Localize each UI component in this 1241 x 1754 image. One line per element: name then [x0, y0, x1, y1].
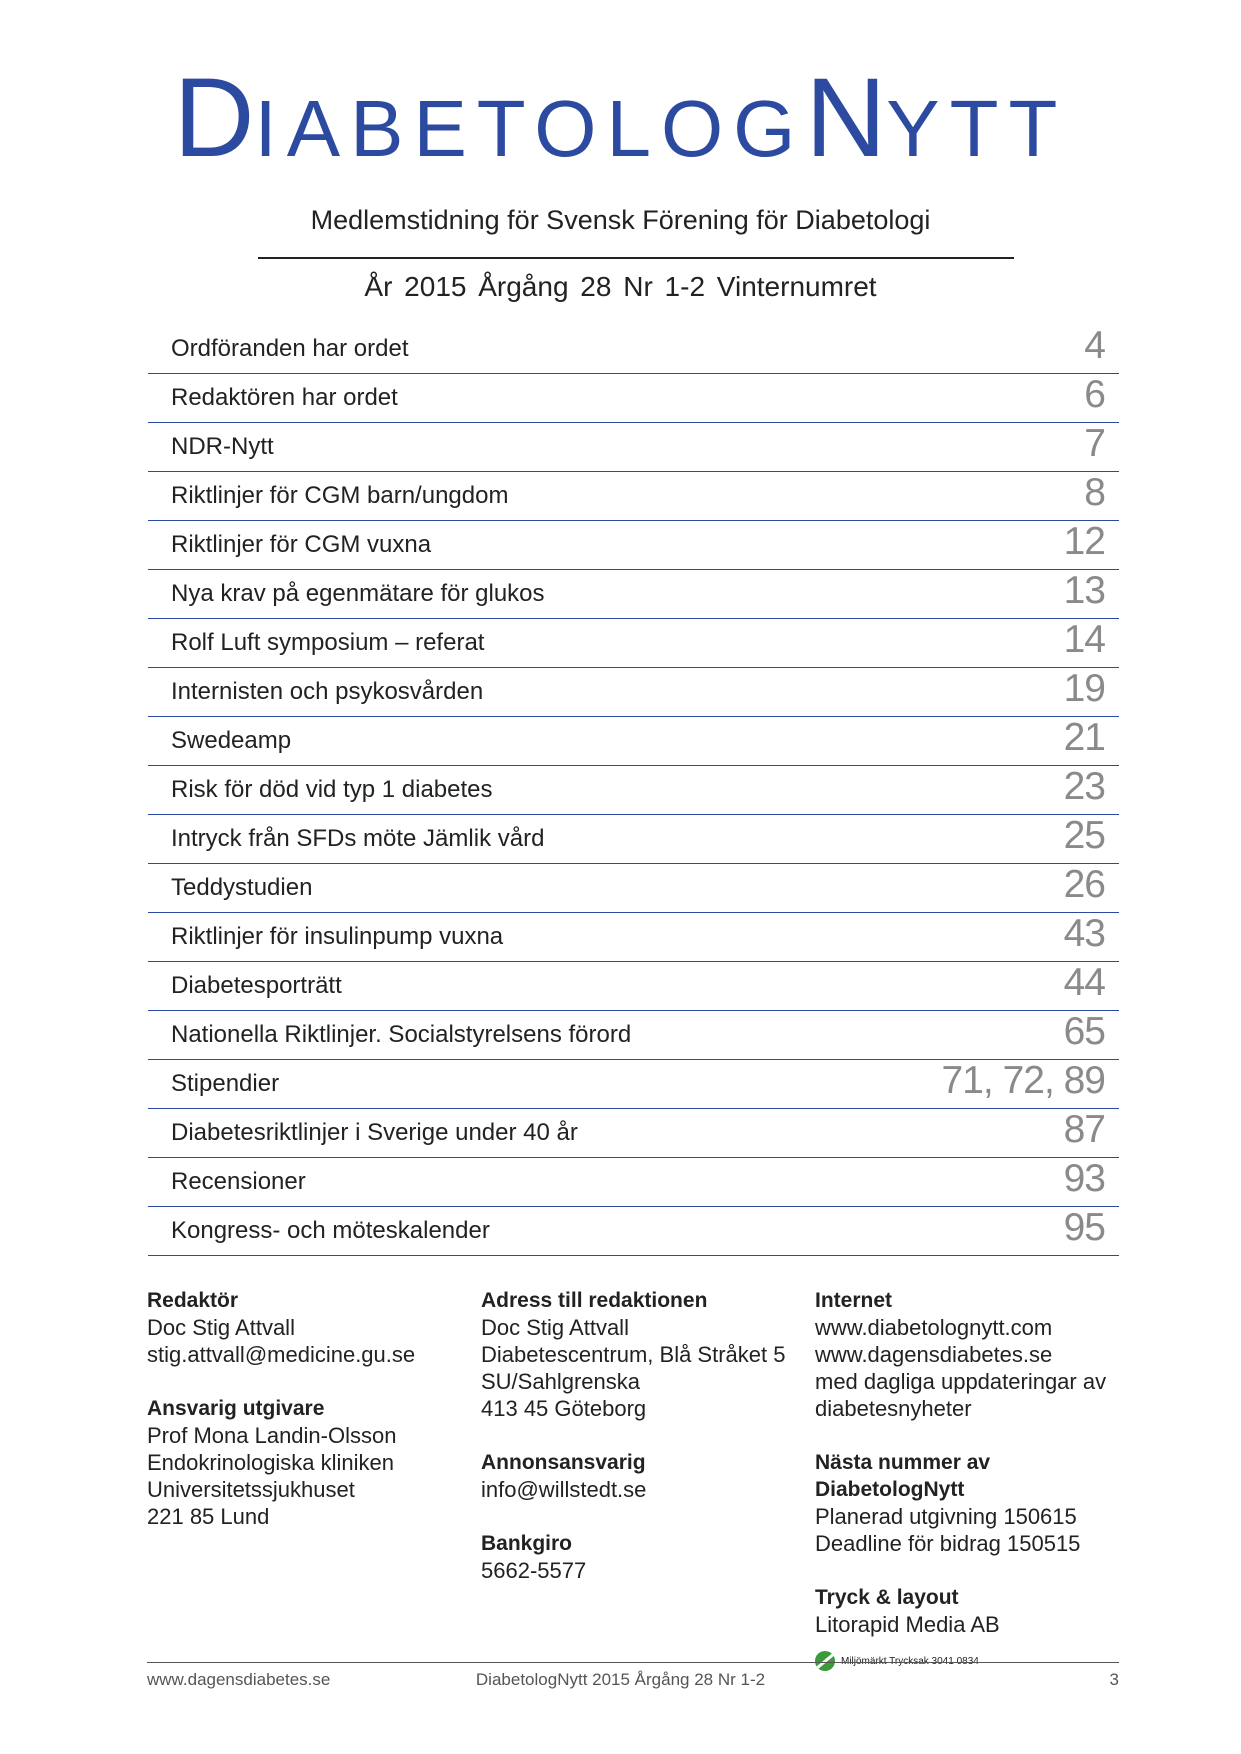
info-line: Diabetescentrum, Blå Stråket 5: [481, 1342, 786, 1367]
toc-row: [148, 717, 1119, 766]
toc-title: Ordföranden har ordet: [171, 335, 409, 362]
info-heading: Tryck & layout: [815, 1586, 959, 1609]
toc-title: Swedeamp: [171, 727, 292, 754]
toc-row: [148, 864, 1119, 913]
toc-row: [148, 325, 1119, 374]
masthead-title: [0, 55, 1241, 180]
info-line: www.dagensdiabetes.se: [815, 1342, 1053, 1367]
info-column-internet: [815, 1287, 1125, 1671]
toc-row: [148, 1109, 1119, 1158]
toc-row: [148, 1207, 1119, 1256]
masthead-part-ytt: YTT: [886, 84, 1068, 173]
toc-row: [148, 766, 1119, 815]
toc-title: Intryck från SFDs möte Jämlik vård: [171, 825, 545, 852]
toc-title: Rolf Luft symposium – referat: [171, 629, 485, 656]
toc-title: NDR-Nytt: [171, 433, 274, 460]
toc-page-number: 14: [1063, 618, 1105, 661]
toc-row: [148, 1158, 1119, 1207]
info-block: [815, 1584, 1125, 1638]
footer-divider: [147, 1662, 1119, 1663]
info-column-address: [481, 1287, 801, 1611]
info-heading: Ansvarig utgivare: [147, 1397, 325, 1420]
info-line: 413 45 Göteborg: [481, 1396, 647, 1421]
toc-row: [148, 570, 1119, 619]
header-divider: [258, 257, 1014, 259]
info-line: Planerad utgivning 150615: [815, 1504, 1077, 1529]
info-line: Endokrinologiska kliniken: [147, 1450, 395, 1475]
toc-row: [148, 521, 1119, 570]
toc-row: [148, 962, 1119, 1011]
toc-row: [148, 1011, 1119, 1060]
info-block: [481, 1287, 801, 1422]
info-heading: Nästa nummer av DiabetologNytt: [815, 1451, 991, 1501]
info-line: diabetesnyheter: [815, 1396, 972, 1421]
ecolabel: [815, 1651, 1125, 1671]
ecolabel-text: Miljömärkt Trycksak 3041 0834: [841, 1655, 979, 1667]
info-column-editor: [147, 1287, 467, 1557]
info-heading: Bankgiro: [481, 1532, 573, 1555]
toc-title: Stipendier: [171, 1070, 280, 1097]
info-line: Doc Stig Attvall: [147, 1315, 295, 1340]
table-of-contents: [148, 325, 1119, 1256]
toc-title: Nya krav på egenmätare för glukos: [171, 580, 545, 607]
toc-page-number: 4: [1084, 324, 1105, 367]
toc-page-number: 21: [1063, 716, 1105, 759]
toc-page-number: 25: [1063, 814, 1105, 857]
toc-page-number: 95: [1063, 1206, 1105, 1249]
toc-row: [148, 423, 1119, 472]
info-line: stig.attvall@medicine.gu.se: [147, 1342, 416, 1367]
toc-page-number: 19: [1063, 667, 1105, 710]
toc-page-number: 13: [1063, 569, 1105, 612]
toc-page-number: 44: [1063, 961, 1105, 1004]
toc-page-number: 26: [1063, 863, 1105, 906]
footer-page-number: 3: [1109, 1670, 1119, 1689]
info-heading: Annonsansvarig: [481, 1451, 646, 1474]
toc-title: Riktlinjer för CGM vuxna: [171, 531, 432, 558]
toc-row: [148, 815, 1119, 864]
toc-title: Internisten och psykosvården: [171, 678, 484, 705]
toc-page-number: 23: [1063, 765, 1105, 808]
info-line: info@willstedt.se: [481, 1477, 647, 1502]
toc-title: Teddystudien: [171, 874, 313, 901]
toc-title: Recensioner: [171, 1168, 306, 1195]
info-line: Deadline för bidrag 150515: [815, 1531, 1081, 1556]
toc-row: [148, 619, 1119, 668]
toc-title: Riktlinjer för CGM barn/ungdom: [171, 482, 509, 509]
info-block: [815, 1449, 1125, 1557]
toc-title: Redaktören har ordet: [171, 384, 398, 411]
info-line: Universitetssjukhuset: [147, 1477, 355, 1502]
toc-title: Kongress- och möteskalender: [171, 1217, 490, 1244]
toc-page-number: 8: [1084, 471, 1105, 514]
toc-row: [148, 472, 1119, 521]
info-line: Doc Stig Attvall: [481, 1315, 629, 1340]
info-line: 221 85 Lund: [147, 1504, 270, 1529]
info-line: med dagliga uppdateringar av: [815, 1369, 1107, 1394]
toc-row: [148, 913, 1119, 962]
info-line: Litorapid Media AB: [815, 1612, 1000, 1637]
toc-row: [148, 1060, 1119, 1109]
footer-issue-info: DiabetologNytt 2015 Årgång 28 Nr 1-2: [475, 1670, 766, 1689]
toc-page-number: 87: [1063, 1108, 1105, 1151]
toc-page-number: 65: [1063, 1010, 1105, 1053]
masthead-part-iabetolog: IABETOLOG: [254, 84, 806, 173]
toc-title: Diabetesporträtt: [171, 972, 342, 999]
toc-title: Nationella Riktlinjer. Socialstyrelsens förord: [171, 1021, 632, 1048]
footer-website: www.dagensdiabetes.se: [147, 1670, 331, 1689]
toc-title: Diabetesriktlinjer i Sverige under 40 år: [171, 1119, 578, 1146]
toc-page-number: 6: [1084, 373, 1105, 416]
swan-ecolabel-icon: [815, 1651, 835, 1671]
toc-page-number: 43: [1063, 912, 1105, 955]
masthead-initial-n: N: [805, 55, 887, 180]
toc-page-number: 71, 72, 89: [941, 1059, 1105, 1102]
info-block: [147, 1395, 467, 1530]
toc-row: [148, 374, 1119, 423]
info-block: [481, 1449, 801, 1503]
info-line: 5662-5577: [481, 1558, 587, 1583]
info-line: www.diabetolognytt.com: [815, 1315, 1053, 1340]
info-heading: Internet: [815, 1289, 893, 1312]
info-line: SU/Sahlgrenska: [481, 1369, 640, 1394]
toc-row: [148, 668, 1119, 717]
info-block: [481, 1530, 801, 1584]
info-block: [147, 1287, 467, 1368]
info-heading: Redaktör: [147, 1289, 239, 1312]
info-line: Prof Mona Landin-Olsson: [147, 1423, 397, 1448]
info-heading: Adress till redaktionen: [481, 1289, 708, 1312]
issue-line: År 2015 Årgång 28 Nr 1-2 Vinternumret: [364, 271, 877, 302]
masthead-subtitle: Medlemstidning för Svensk Förening för Diabetologi: [310, 205, 931, 235]
toc-title: Risk för död vid typ 1 diabetes: [171, 776, 493, 803]
toc-page-number: 7: [1084, 422, 1105, 465]
info-block: [815, 1287, 1125, 1422]
toc-page-number: 12: [1063, 520, 1105, 563]
toc-title: Riktlinjer för insulinpump vuxna: [171, 923, 504, 950]
masthead-initial-d: D: [173, 55, 255, 180]
toc-page-number: 93: [1063, 1157, 1105, 1200]
